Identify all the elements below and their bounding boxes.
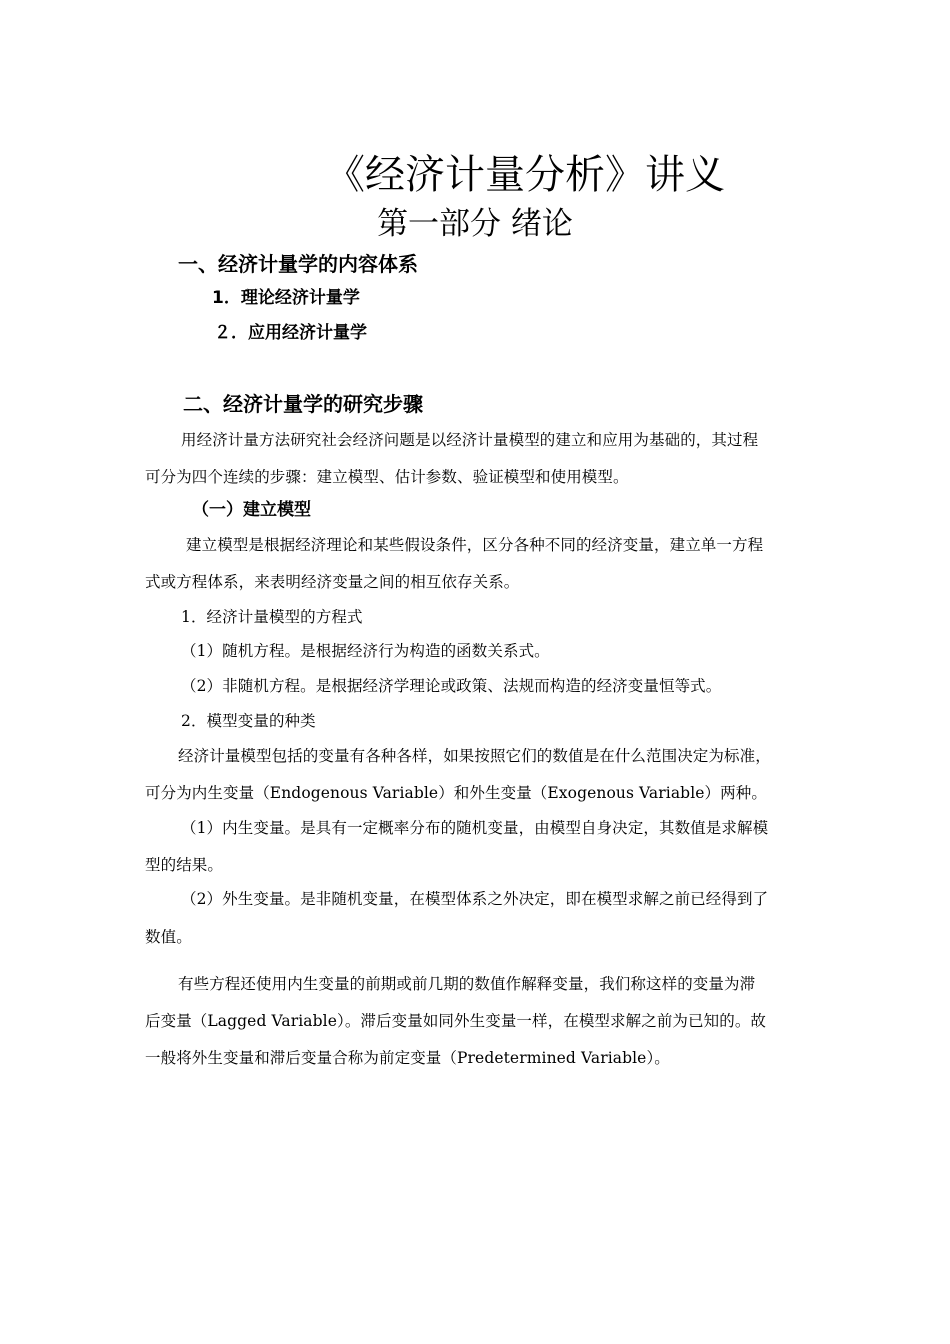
paragraph-line: 型的结果。 [145, 856, 224, 874]
list-item-nonrandom-equation: （2）非随机方程。是根据经济学理论或政策、法规而构造的经济变量恒等式。 [181, 677, 722, 695]
section-heading-content-system: 一、经济计量学的内容体系 [178, 252, 418, 276]
subsection-theoretical-econometrics: 1．理论经济计量学 [212, 288, 360, 308]
paragraph-line: （1）内生变量。是具有一定概率分布的随机变量，由模型自身决定，其数值是求解模 [181, 819, 769, 837]
section-heading-research-steps: 二、经济计量学的研究步骤 [183, 392, 423, 416]
subsection-build-model: （一）建立模型 [192, 500, 311, 520]
document-title: 《经济计量分析》讲义 [325, 152, 725, 198]
paragraph-line: 用经济计量方法研究社会经济问题是以经济计量模型的建立和应用为基础的，其过程 [181, 431, 759, 449]
paragraph-line: （2）外生变量。是非随机变量，在模型体系之外决定，即在模型求解之前已经得到了 [181, 890, 769, 908]
paragraph-line: 式或方程体系，来表明经济变量之间的相互依存关系。 [145, 573, 520, 591]
paragraph-line: 可分为四个连续的步骤：建立模型、估计参数、验证模型和使用模型。 [145, 468, 629, 486]
list-item-variable-types: 2．模型变量的种类 [181, 712, 316, 730]
list-item-equations: 1．经济计量模型的方程式 [181, 608, 363, 626]
list-item-random-equation: （1）随机方程。是根据经济行为构造的函数关系式。 [181, 642, 550, 660]
paragraph-line: 经济计量模型包括的变量有各种各样，如果按照它们的数值是在什么范围决定为标准， [178, 747, 771, 765]
paragraph-line: 数值。 [145, 928, 192, 946]
subsection-applied-econometrics: ２．应用经济计量学 [214, 323, 367, 343]
paragraph-line: 建立模型是根据经济理论和某些假设条件，区分各种不同的经济变量，建立单一方程 [186, 536, 764, 554]
part-heading: 第一部分 绪论 [377, 206, 573, 242]
paragraph-line: 后变量（Lagged Variable）。滞后变量如同外生变量一样，在模型求解之前为已知的。故 [145, 1012, 767, 1030]
paragraph-line: 一般将外生变量和滞后变量合称为前定变量（Predetermined Variable）。 [145, 1049, 670, 1067]
paragraph-line: 有些方程还使用内生变量的前期或前几期的数值作解释变量，我们称这样的变量为滞 [178, 975, 756, 993]
paragraph-line: 可分为内生变量（Endogenous Variable）和外生变量（Exogenous Variable）两种。 [145, 784, 767, 802]
